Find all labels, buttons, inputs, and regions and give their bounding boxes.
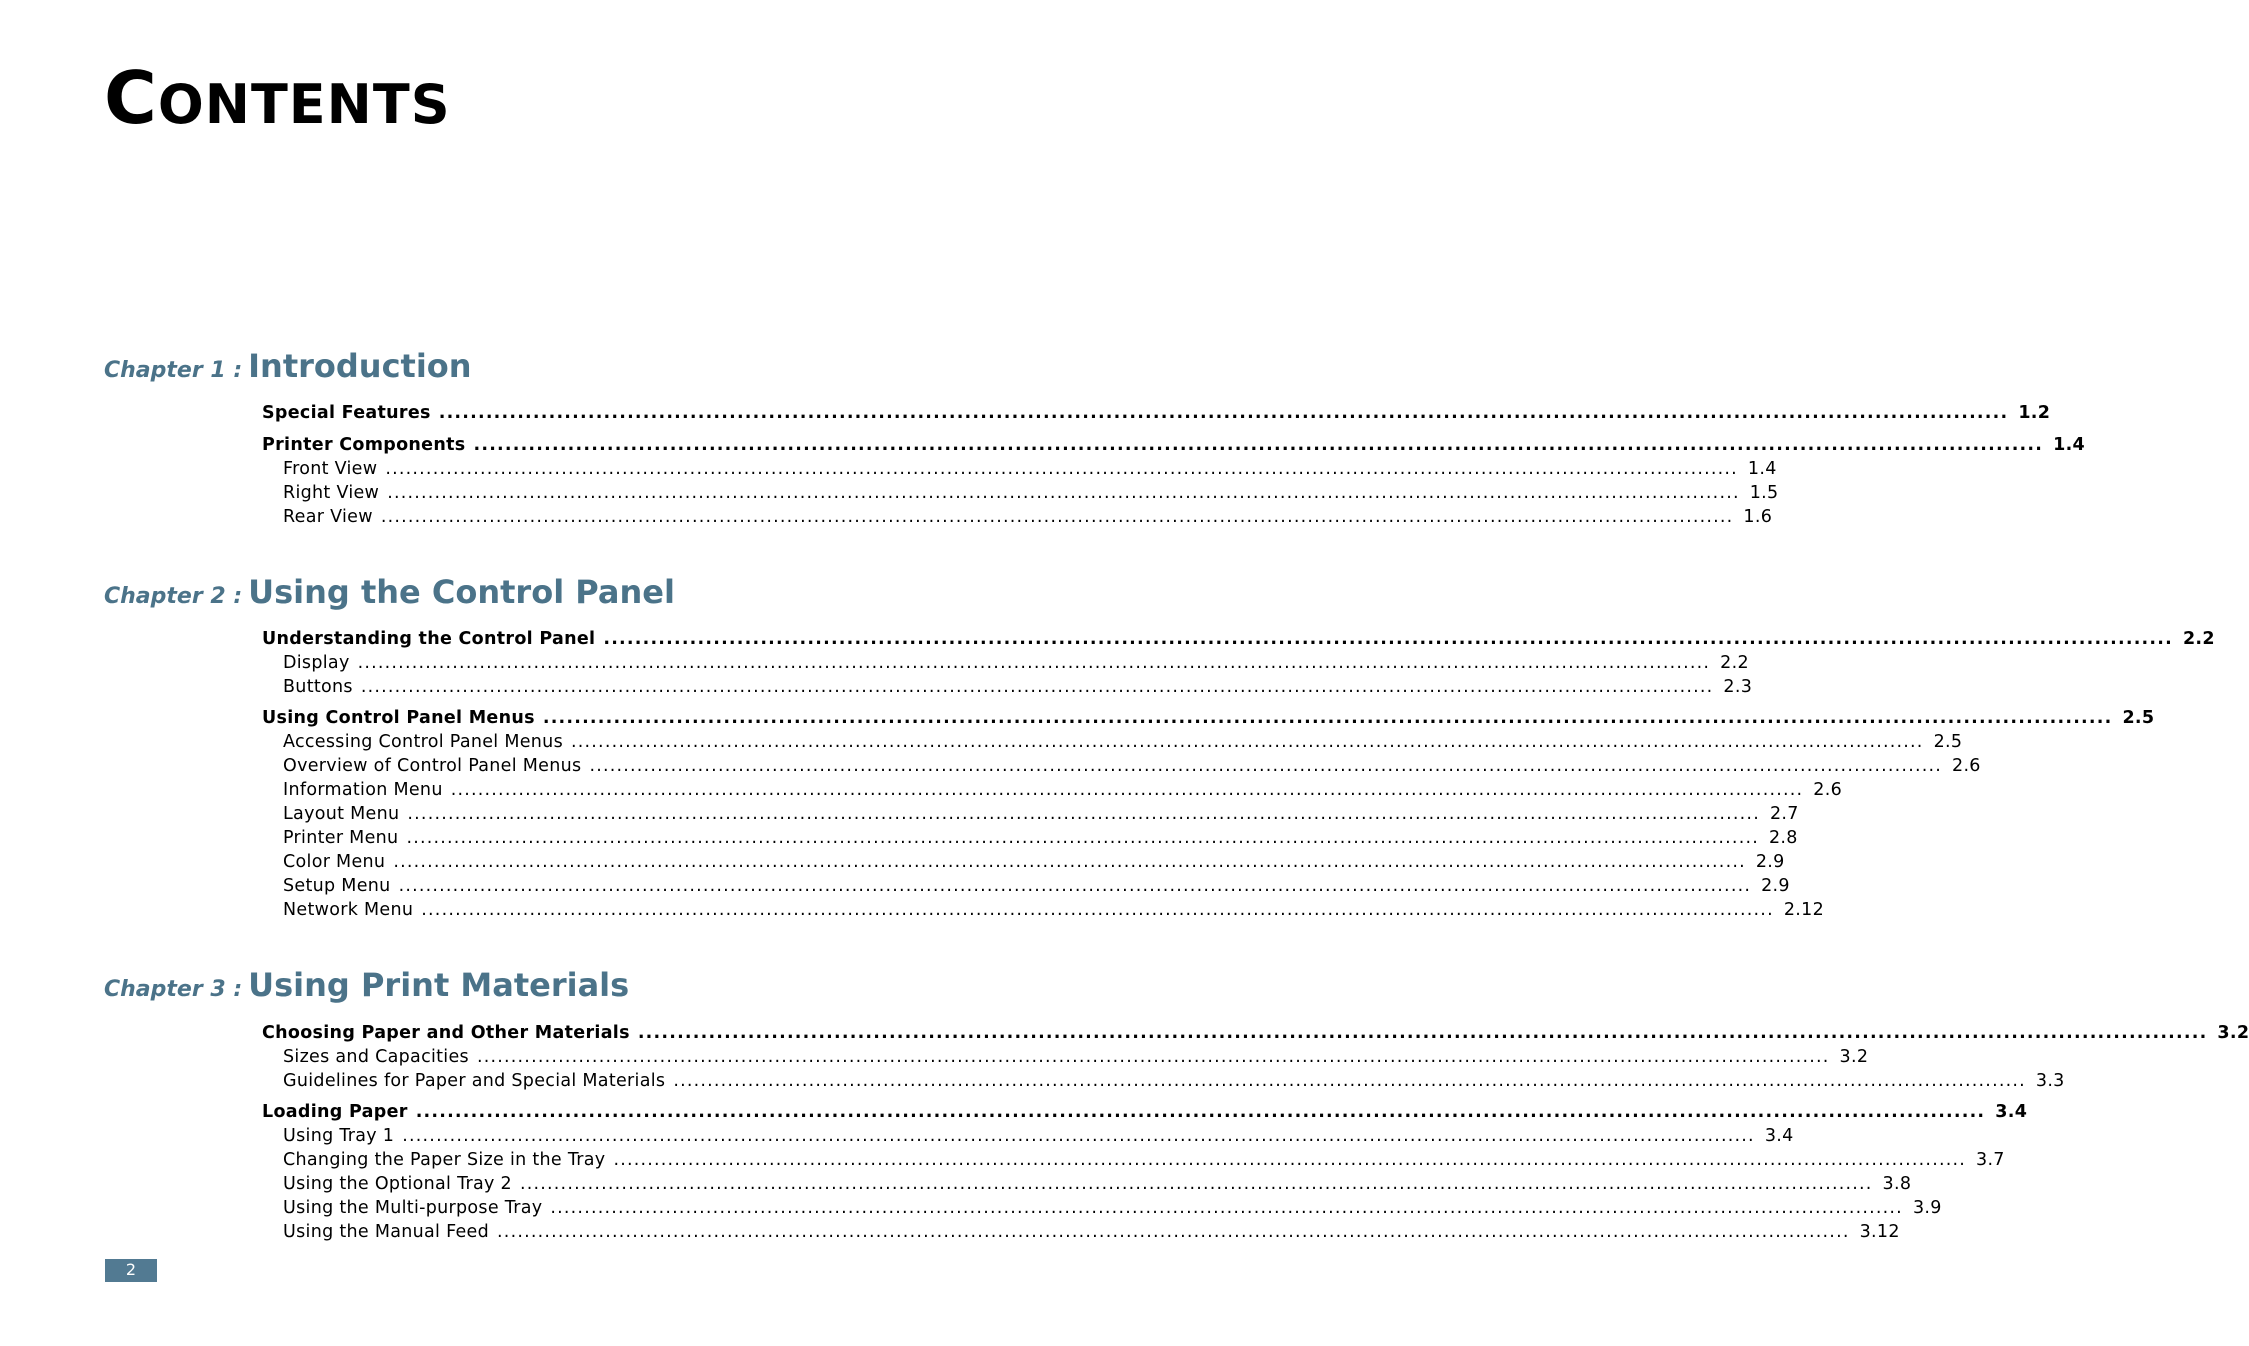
toc-entry-page: 3.3 — [2035, 1071, 2065, 1091]
leader-dots: ........................................................................................................................................................................................................ — [476, 1047, 1830, 1067]
leader-dots: ........................................................................................................................................................................................................ — [519, 1174, 1873, 1194]
leader-dots: ........................................................................................................................................................................................................ — [673, 1071, 2026, 1091]
leader-dots: ........................................................................................................................................................................................................ — [398, 876, 1752, 896]
toc-subentry[interactable] — [283, 1172, 1912, 1196]
toc-entry[interactable] — [262, 401, 2051, 425]
leader-dots: ........................................................................................................................................................................................................ — [497, 1222, 1850, 1242]
leader-dots: ........................................................................................................................................................................................................ — [406, 828, 1759, 848]
toc-entry-page: 1.5 — [1749, 483, 1779, 503]
toc-entry-page: 2.9 — [1761, 876, 1790, 896]
toc-entry-title: Using the Optional Tray 2 — [283, 1174, 512, 1194]
toc-entry[interactable] — [262, 627, 2215, 651]
toc-entry-page: 1.4 — [1747, 459, 1777, 479]
leader-dots: ........................................................................................................................................................................................................ — [542, 708, 2113, 728]
toc-entry-page: 2.8 — [1769, 828, 1798, 848]
toc-entry-page: 2.5 — [2122, 708, 2155, 728]
toc-entry-title: Choosing Paper and Other Materials — [262, 1023, 630, 1043]
leader-dots: ........................................................................................................................................................................................................ — [438, 403, 2009, 423]
toc-entry-page: 3.4 — [1764, 1126, 1794, 1146]
chapter-title: Using the Control Panel — [248, 573, 675, 611]
toc-entry-title: Accessing Control Panel Menus — [283, 732, 563, 752]
page-title-initial: C — [104, 56, 158, 140]
chapter-2-heading — [104, 573, 675, 611]
toc-entry-page: 1.2 — [2018, 403, 2051, 423]
leader-dots: ........................................................................................................................................................................................................ — [421, 900, 1774, 920]
chapter-label: Chapter 1 : — [104, 358, 243, 383]
toc-subentry[interactable] — [283, 481, 1779, 505]
toc-entry-title: Display — [283, 653, 350, 673]
toc-subentry[interactable] — [283, 874, 1790, 898]
chapter-label: Chapter 3 : — [104, 977, 243, 1002]
toc-subentry[interactable] — [283, 850, 1785, 874]
page-title-rest: ONTENTS — [157, 73, 451, 136]
toc-subentry[interactable] — [283, 1148, 2005, 1172]
toc-entry-title: Color Menu — [283, 852, 386, 872]
toc-entry-title: Guidelines for Paper and Special Materials — [283, 1071, 666, 1091]
toc-subentry[interactable] — [283, 898, 1825, 922]
toc-entry-title: Network Menu — [283, 900, 414, 920]
leader-dots: ........................................................................................................................................................................................................ — [357, 653, 1711, 673]
toc-entry-title: Using the Multi-purpose Tray — [283, 1198, 543, 1218]
toc-entry-title: Using Tray 1 — [283, 1126, 395, 1146]
toc-subentry[interactable] — [283, 651, 1749, 675]
page-number-tab: 2 — [105, 1259, 157, 1282]
toc-entry-page: 2.7 — [1769, 804, 1799, 824]
leader-dots: ........................................................................................................................................................................................................ — [360, 677, 1714, 697]
toc-subentry[interactable] — [283, 1069, 2065, 1093]
leader-dots: ........................................................................................................................................................................................................ — [473, 435, 2044, 455]
toc-entry-title: Sizes and Capacities — [283, 1047, 469, 1067]
toc-entry-page: 1.6 — [1743, 507, 1773, 527]
leader-dots: ........................................................................................................................................................................................................ — [450, 780, 1804, 800]
toc-entry-page: 2.9 — [1755, 852, 1785, 872]
leader-dots: ........................................................................................................................................................................................................ — [571, 732, 1924, 752]
toc-entry-title: Rear View — [283, 507, 373, 527]
toc-entry[interactable] — [262, 433, 2085, 457]
toc-entry-title: Setup Menu — [283, 876, 391, 896]
toc-entry[interactable] — [262, 706, 2155, 730]
toc-entry-page: 3.4 — [1995, 1102, 2028, 1122]
chapter-1-heading — [104, 347, 472, 385]
toc-subentry[interactable] — [283, 1196, 1942, 1220]
toc-entry-title: Printer Menu — [283, 828, 399, 848]
toc-subentry[interactable] — [283, 730, 1963, 754]
toc-entry-page: 3.8 — [1882, 1174, 1912, 1194]
toc-subentry[interactable] — [283, 1045, 1869, 1069]
toc-entry-title: Front View — [283, 459, 378, 479]
leader-dots: ........................................................................................................................................................................................................ — [637, 1023, 2208, 1043]
toc-entry-title: Right View — [283, 483, 380, 503]
chapter-3-heading — [104, 966, 629, 1004]
toc-entry-title: Information Menu — [283, 780, 443, 800]
toc-subentry[interactable] — [283, 675, 1753, 699]
toc-entry-page: 3.7 — [1976, 1150, 2005, 1170]
chapter-label: Chapter 2 : — [104, 584, 243, 609]
toc-entry-title: Using Control Panel Menus — [262, 708, 535, 728]
toc-entry-page: 1.4 — [2053, 435, 2085, 455]
toc-subentry[interactable] — [283, 457, 1777, 481]
leader-dots: ........................................................................................................................................................................................................ — [589, 756, 1943, 776]
toc-entry[interactable] — [262, 1100, 2028, 1124]
toc-entry-page: 2.6 — [1952, 756, 1981, 776]
chapter-title: Introduction — [248, 347, 472, 385]
toc-subentry[interactable] — [283, 505, 1773, 529]
leader-dots: ........................................................................................................................................................................................................ — [613, 1150, 1967, 1170]
leader-dots: ........................................................................................................................................................................................................ — [407, 804, 1760, 824]
toc-entry-page: 3.9 — [1912, 1198, 1942, 1218]
toc-entry-title: Understanding the Control Panel — [262, 629, 596, 649]
toc-subentry[interactable] — [283, 826, 1798, 850]
leader-dots: ........................................................................................................................................................................................................ — [393, 852, 1746, 872]
toc-entry-title: Using the Manual Feed — [283, 1222, 490, 1242]
toc-entry-title: Overview of Control Panel Menus — [283, 756, 582, 776]
toc-subentry[interactable] — [283, 802, 1799, 826]
toc-entry-page: 2.12 — [1783, 900, 1825, 920]
toc-entry-page: 3.2 — [1839, 1047, 1869, 1067]
toc-entry-title: Loading Paper — [262, 1102, 408, 1122]
leader-dots: ........................................................................................................................................................................................................ — [550, 1198, 1903, 1218]
toc-subentry[interactable] — [283, 1220, 1900, 1244]
toc-entry-title: Special Features — [262, 403, 431, 423]
toc-entry-page: 2.2 — [2182, 629, 2215, 649]
toc-entry-page: 3.12 — [1859, 1222, 1900, 1242]
toc-entry-page: 3.2 — [2217, 1023, 2249, 1043]
leader-dots: ........................................................................................................................................................................................................ — [402, 1126, 1755, 1146]
leader-dots: ........................................................................................................................................................................................................ — [603, 629, 2173, 649]
leader-dots: ........................................................................................................................................................................................................ — [387, 483, 1740, 503]
page-title — [104, 56, 451, 140]
leader-dots: ........................................................................................................................................................................................................ — [385, 459, 1738, 479]
toc-entry-page: 2.5 — [1933, 732, 1963, 752]
toc-subentry[interactable] — [283, 754, 1981, 778]
toc-entry-page: 2.6 — [1813, 780, 1843, 800]
toc-entry-title: Buttons — [283, 677, 353, 697]
toc-entry-page: 2.3 — [1723, 677, 1753, 697]
toc-subentry[interactable] — [283, 778, 1843, 802]
leader-dots: ........................................................................................................................................................................................................ — [415, 1102, 1986, 1122]
chapter-title: Using Print Materials — [248, 966, 630, 1004]
leader-dots: ........................................................................................................................................................................................................ — [380, 507, 1734, 527]
toc-entry-title: Printer Components — [262, 435, 466, 455]
toc-subentry[interactable] — [283, 1124, 1794, 1148]
toc-entry-title: Layout Menu — [283, 804, 400, 824]
toc-entry-title: Changing the Paper Size in the Tray — [283, 1150, 606, 1170]
toc-entry[interactable] — [262, 1021, 2249, 1045]
toc-entry-page: 2.2 — [1720, 653, 1749, 673]
